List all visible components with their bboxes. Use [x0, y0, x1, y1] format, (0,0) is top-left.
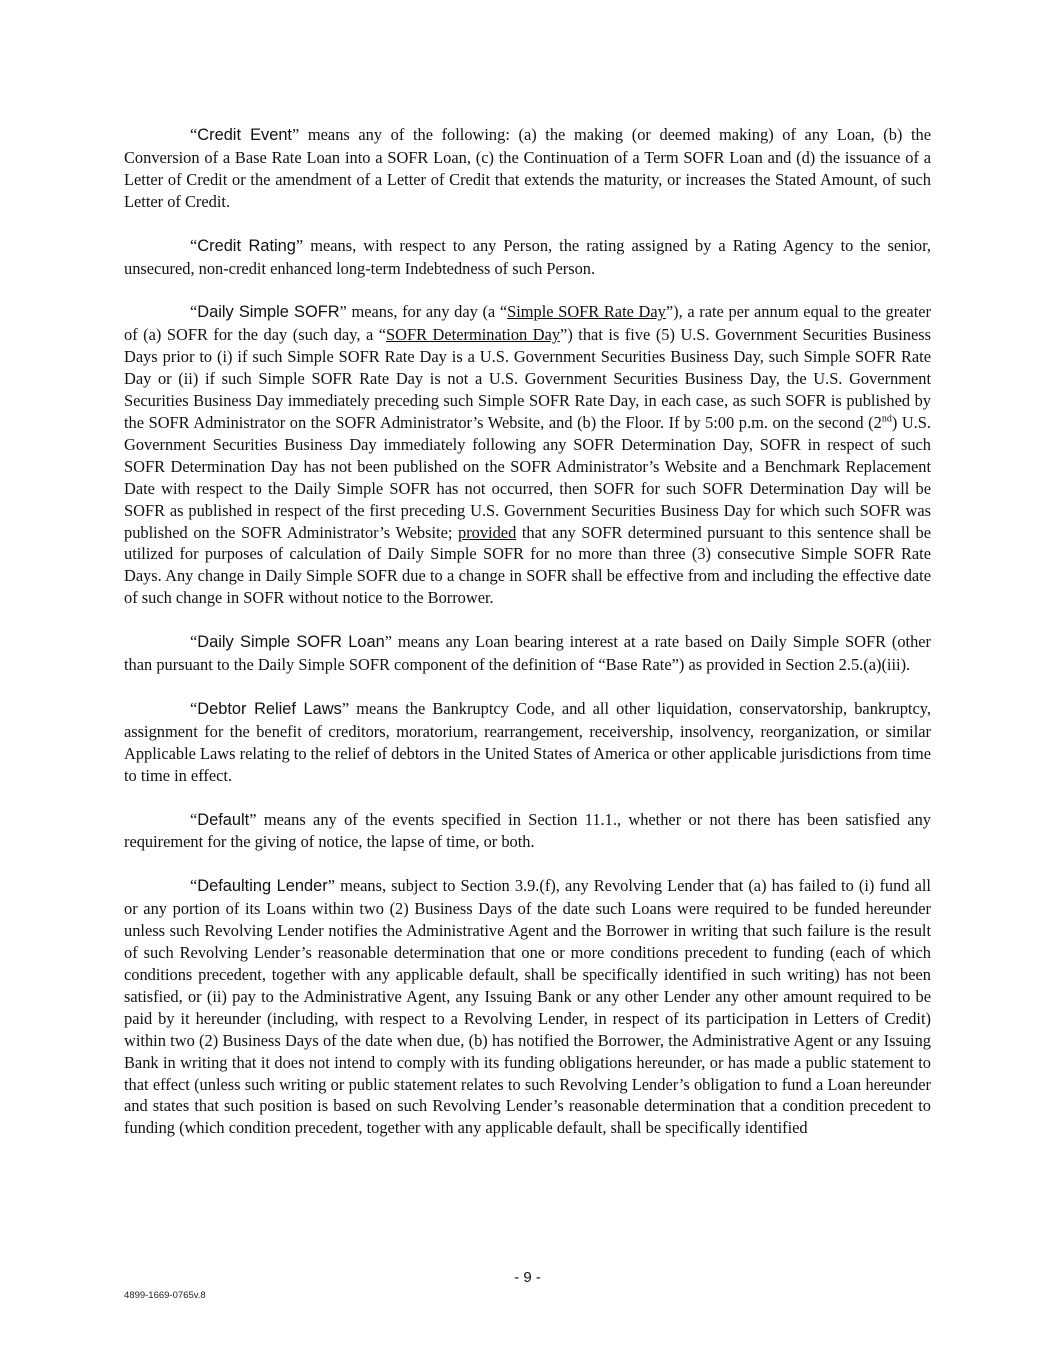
- open-quote: “: [190, 876, 198, 896]
- ordinal-superscript: nd: [881, 413, 892, 425]
- defined-term: Daily Simple SOFR Loan: [197, 633, 385, 652]
- definition-credit-event: [124, 124, 931, 213]
- definition-credit-rating: [124, 235, 931, 280]
- close-quote: ”: [249, 809, 257, 829]
- close-quote: ”: [292, 125, 300, 144]
- definition-text: means any of the following: (a) the making (or deemed making) of any Loan, (b) the Conversion of a Base Rate Loan into a SOFR Loan, (c) the Continuation of a Term SOFR Loan and (d) the issuance of a Letter of Credit or the amendment of a Letter of Credit that extends the maturity, or increases the Stated Amount, of such Letter of Credit.: [124, 125, 931, 211]
- document-page: [124, 124, 931, 1161]
- open-quote: “: [190, 632, 198, 652]
- definition-debtor-relief-laws: [124, 698, 931, 787]
- definition-default: [124, 809, 931, 854]
- close-quote: ”: [384, 632, 393, 652]
- page-number: - 9 -: [514, 1269, 541, 1286]
- definition-text: means the Bankruptcy Code, and all other liquidation, conservatorship, bankruptcy, assignment for the benefit of creditors, moratorium, rearrangement, receivership, insolvency, reorganization, or similar Applicable Laws relating to the relief of debtors in the United States of America or other applicable jurisdictions from time to time in effect.: [124, 698, 931, 785]
- definition-text: that any SOFR determined pursuant to this sentence shall be utilized for purposes of calculation of Daily Simple SOFR for no more than three (3) consecutive Simple SOFR Rate Days. Any change in Daily Simple SOFR due to a change in SOFR shall be effective from and including the effective date of such change in SOFR without notice to the Borrower.: [124, 522, 931, 608]
- close-quote: ”: [327, 876, 335, 896]
- definition-text: means, subject to Section 3.9.(f), any Revolving Lender that (a) has failed to (i) fund all or any portion of its Loans within two (2) Business Days of the date such Loans were required to be funded hereunder unless such Revolving Lender notifies the Administrative Agent and the Borrower in writing that such failure is the result of such Revolving Lender’s reasonable determination that one or more conditions precedent to funding (each of which conditions precedent, together with any applicable default, shall be specifically identified in such writing) has not been satisfied, or (ii) pay to the Administrative Agent, any Issuing Bank or any other Lender any other amount required to be paid by it hereunder (including, with respect to a Revolving Lender, in respect of its participation in Letters of Credit) within two (2) Business Days of the date when due, (b) has notified the Borrower, the Administrative Agent or any Issuing Bank in writing that it does not intend to comply with its funding obligations hereunder, or has made a public statement to that effect (unless such writing or public statement relates to such Revolving Lender’s obligation to fund a Loan hereunder and states that such position is based on such Revolving Lender’s reasonable determination that a condition precedent to funding (which condition precedent, together with any applicable default, shall be specifically identified: [124, 876, 931, 1138]
- close-quote: ”: [341, 698, 350, 718]
- open-quote: “: [190, 235, 198, 255]
- defined-term: Credit Event: [197, 126, 292, 144]
- defined-term: Credit Rating: [197, 236, 296, 255]
- proviso-term: provided: [458, 522, 517, 542]
- definition-text: means, with respect to any Person, the rating assigned by a Rating Agency to the senior, unsecured, non-credit enhanced long-term Indebtedness of such Person.: [124, 235, 931, 278]
- definition-defaulting-lender: [124, 875, 931, 1139]
- definition-text: means, for any day (a “: [346, 302, 508, 322]
- open-quote: “: [190, 302, 198, 322]
- close-quote: ”: [295, 235, 304, 255]
- defined-subterm: Simple SOFR Rate Day: [507, 302, 666, 322]
- definition-text: ”), a rate per annum equal to the greater of (a) SOFR for the day (such day, a “: [124, 302, 931, 345]
- defined-subterm: SOFR Determination Day: [386, 325, 561, 345]
- definition-text: ) U.S. Government Securities Business Day immediately following any SOFR Determination Day, SOFR in respect of such SOFR Determination Day has not been published on the SOFR Administrator’s Website and a Benchmark Replacement Date with respect to the Daily Simple SOFR has not occurred, then SOFR for such SOFR Determination Day will be SOFR as published in respect of the first preceding U.S. Government Securities Business Day for which such SOFR was published on the SOFR Administrator’s Website;: [124, 412, 931, 542]
- open-quote: “: [190, 698, 198, 718]
- defined-term: Defaulting Lender: [197, 877, 328, 896]
- definition-text: means any Loan bearing interest at a rate based on Daily Simple SOFR (other than pursuant to the Daily Simple SOFR component of the definition of “Base Rate”) as provided in Section 2.5.(a)(iii).: [124, 632, 931, 675]
- definition-daily-simple-sofr-loan: [124, 631, 931, 676]
- document-id: 4899-1669-0765v.8: [124, 1290, 206, 1301]
- defined-term: Debtor Relief Laws: [197, 699, 342, 718]
- open-quote: “: [190, 125, 198, 144]
- definition-text: ”) that is five (5) U.S. Government Securities Business Days prior to (i) if such Simple SOFR Rate Day is a U.S. Government Securities Business Day, such Simple SOFR Rate Day or (ii) if such Simple SOFR Rate Day is not a U.S. Government Securities Business Day, the U.S. Government Securities Business Day immediately preceding such Simple SOFR Rate Day, in each case, as such SOFR is published by the SOFR Administrator on the SOFR Administrator’s Website, and (b) the Floor. If by 5:00 p.m. on the second (2: [124, 325, 931, 432]
- definition-text: means any of the events specified in Section 11.1., whether or not there has been satisfied any requirement for the giving of notice, the lapse of time, or both.: [124, 809, 931, 852]
- close-quote: ”: [339, 302, 347, 322]
- open-quote: “: [190, 809, 198, 829]
- definition-daily-simple-sofr: [124, 301, 931, 609]
- defined-term: Daily Simple SOFR: [197, 303, 340, 322]
- defined-term: Default: [197, 810, 250, 829]
